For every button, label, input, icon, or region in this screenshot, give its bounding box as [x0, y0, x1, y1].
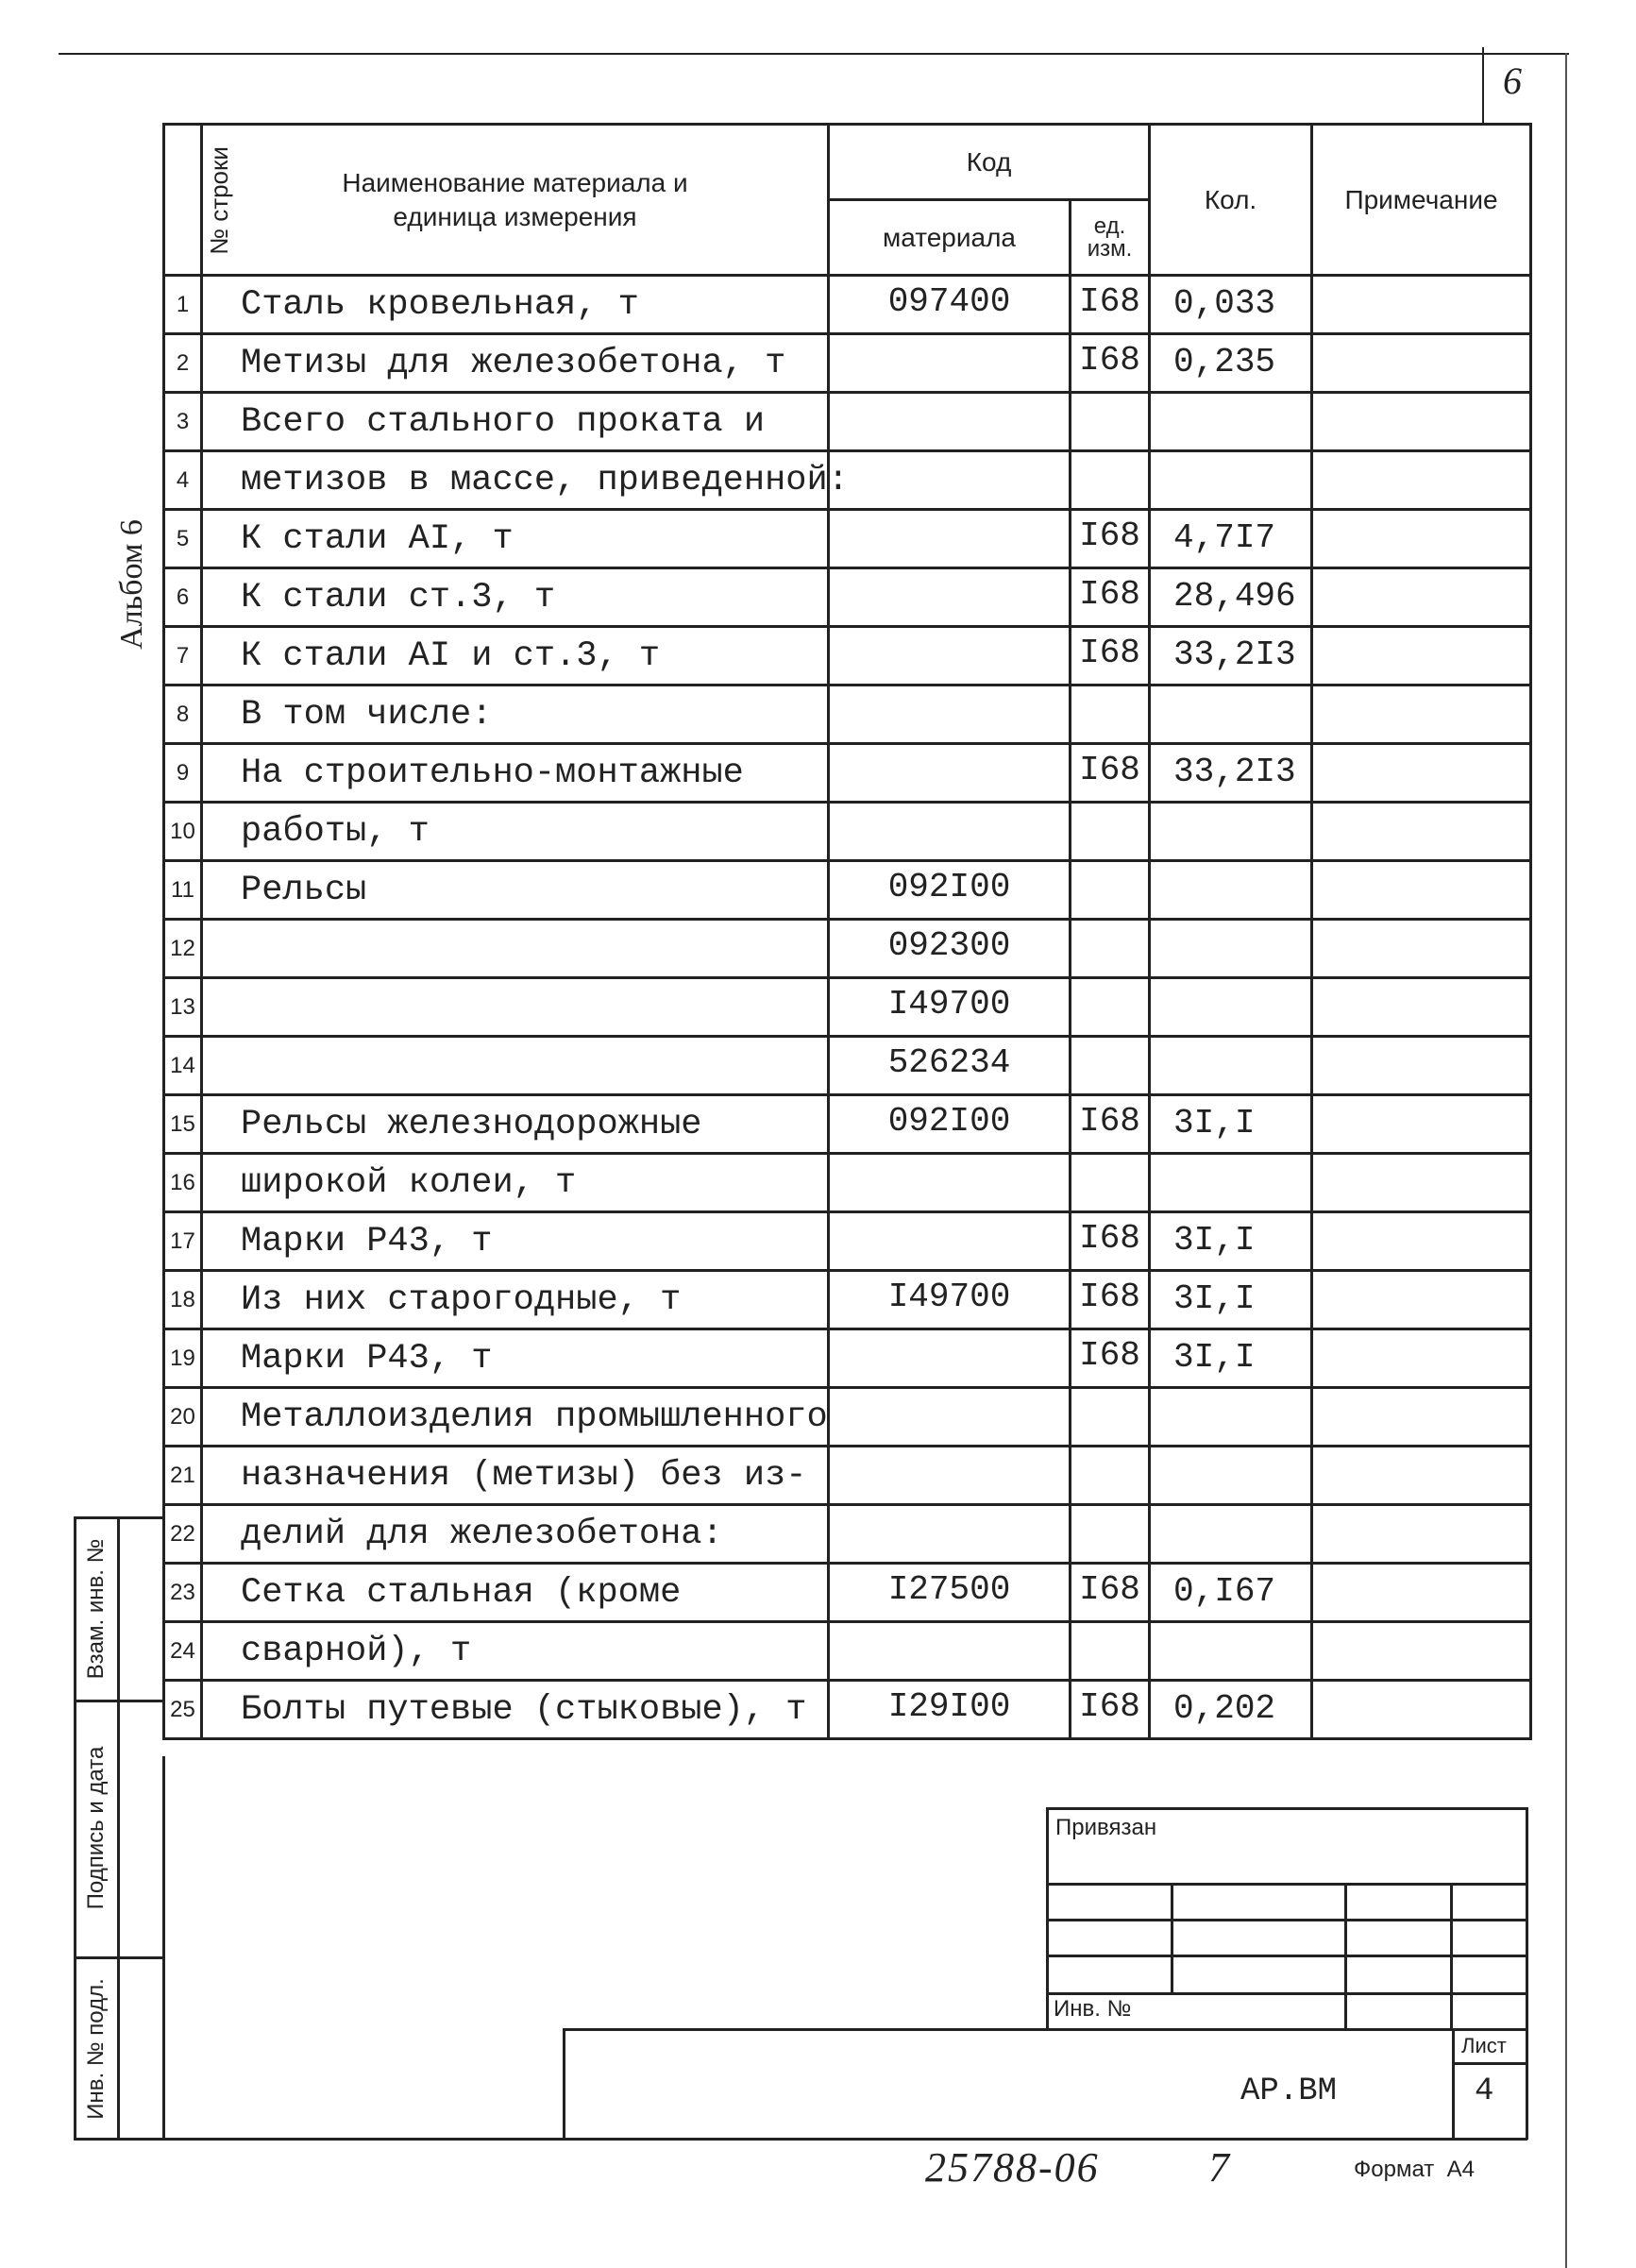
note [1312, 1037, 1531, 1095]
quantity [1150, 861, 1312, 920]
handwritten-number: 25788-06 [925, 2144, 1100, 2191]
note [1312, 1681, 1531, 1739]
stamp-line-4 [1046, 1992, 1527, 1995]
material-name [202, 920, 829, 978]
unit-code [1071, 1037, 1150, 1095]
table-row [164, 568, 1531, 627]
material-name: Сталь кровельная, т [202, 276, 829, 334]
row-number: 4 [164, 451, 202, 510]
quantity: 3I,I [1150, 1329, 1312, 1388]
note [1312, 920, 1531, 978]
row-number: 16 [164, 1154, 202, 1212]
quantity: 3I,I [1150, 1095, 1312, 1154]
note [1312, 803, 1531, 861]
row-number: 7 [164, 627, 202, 685]
header-name: Наименование материала и единица измерения [202, 125, 829, 276]
row-number: 13 [164, 978, 202, 1037]
material-code [829, 1388, 1071, 1447]
material-name: Метизы для железобетона, т [202, 334, 829, 393]
row-number: 10 [164, 803, 202, 861]
row-number: 6 [164, 568, 202, 627]
note [1312, 1447, 1531, 1505]
title-block-left [563, 2028, 565, 2140]
material-code: I29I00 [829, 1681, 1071, 1739]
note [1312, 334, 1531, 393]
unit-code: I68 [1071, 627, 1150, 685]
stamp-line-3 [1046, 1955, 1527, 1957]
stamp-col-3 [1450, 1883, 1453, 2030]
row-number: 17 [164, 1212, 202, 1271]
header-code: Код [829, 125, 1150, 200]
note [1312, 1212, 1531, 1271]
table-row [164, 393, 1531, 451]
page-number: 6 [1503, 59, 1522, 102]
row-number: 12 [164, 920, 202, 978]
album-label: Альбом 6 [114, 519, 149, 650]
material-name: На строительно-монтажные [202, 744, 829, 803]
row-number: 19 [164, 1329, 202, 1388]
note [1312, 393, 1531, 451]
material-code [829, 334, 1071, 393]
quantity [1150, 393, 1312, 451]
material-name: сварной), т [202, 1622, 829, 1681]
table-row [164, 920, 1531, 978]
unit-code: I68 [1071, 1329, 1150, 1388]
table-row [164, 1447, 1531, 1505]
quantity [1150, 1388, 1312, 1447]
note [1312, 1154, 1531, 1212]
unit-code: I68 [1071, 1212, 1150, 1271]
table-row [164, 1388, 1531, 1447]
right-frame-line [1565, 53, 1567, 2268]
row-number: 2 [164, 334, 202, 393]
table-row [164, 1622, 1531, 1681]
materials-table [162, 123, 1532, 1740]
row-number: 3 [164, 393, 202, 451]
table-row [164, 510, 1531, 568]
unit-code [1071, 1154, 1150, 1212]
material-code: I49700 [829, 978, 1071, 1037]
table-row [164, 1681, 1531, 1739]
note [1312, 1095, 1531, 1154]
unit-code: I68 [1071, 1681, 1150, 1739]
material-name: Марки Р43, т [202, 1212, 829, 1271]
handwritten-page: 7 [1208, 2144, 1229, 2191]
note [1312, 861, 1531, 920]
podpis-data-label: Подпись и дата [83, 1746, 109, 1910]
material-code [829, 627, 1071, 685]
unit-code: I68 [1071, 568, 1150, 627]
unit-code: I68 [1071, 276, 1150, 334]
header-qty: Кол. [1150, 125, 1312, 276]
row-number: 8 [164, 685, 202, 744]
row-number: 21 [164, 1447, 202, 1505]
material-name: Болты путевые (стыковые), т [202, 1681, 829, 1739]
note [1312, 744, 1531, 803]
material-name: В том числе: [202, 685, 829, 744]
material-code: I49700 [829, 1271, 1071, 1329]
note [1312, 276, 1531, 334]
unit-code: I68 [1071, 510, 1150, 568]
unit-code [1071, 451, 1150, 510]
material-code [829, 1154, 1071, 1212]
format-label: Формат А4 [1354, 2157, 1475, 2182]
material-name: Рельсы железнодорожные [202, 1095, 829, 1154]
row-number: 24 [164, 1622, 202, 1681]
material-name: Марки Р43, т [202, 1329, 829, 1388]
table-row [164, 1271, 1531, 1329]
material-code: 092I00 [829, 861, 1071, 920]
title-block-top [563, 2028, 1527, 2031]
unit-code [1071, 393, 1150, 451]
material-code [829, 744, 1071, 803]
material-name: широкой колеи, т [202, 1154, 829, 1212]
unit-code: I68 [1071, 1564, 1150, 1622]
row-number: 20 [164, 1388, 202, 1447]
material-name: Всего стального проката и [202, 393, 829, 451]
row-number: 11 [164, 861, 202, 920]
quantity: 28,496 [1150, 568, 1312, 627]
table-row [164, 1329, 1531, 1388]
quantity [1150, 1447, 1312, 1505]
note [1312, 1329, 1531, 1388]
quantity [1150, 920, 1312, 978]
unit-code [1071, 685, 1150, 744]
stamp-col-2 [1344, 1883, 1347, 2030]
note [1312, 978, 1531, 1037]
material-code [829, 1329, 1071, 1388]
quantity: 0,235 [1150, 334, 1312, 393]
note [1312, 1388, 1531, 1447]
quantity: 33,2I3 [1150, 627, 1312, 685]
quantity [1150, 1505, 1312, 1564]
list-number: 4 [1475, 2073, 1494, 2109]
note [1312, 1622, 1531, 1681]
material-code: I27500 [829, 1564, 1071, 1622]
material-code [829, 451, 1071, 510]
table-row [164, 744, 1531, 803]
row-number: 9 [164, 744, 202, 803]
material-name: Металлоизделия промышленного [202, 1388, 829, 1447]
top-frame-line [59, 53, 1569, 55]
table-row [164, 685, 1531, 744]
row-number: 23 [164, 1564, 202, 1622]
material-name [202, 1037, 829, 1095]
stamp-col-1 [1171, 1883, 1173, 1992]
row-number: 14 [164, 1037, 202, 1095]
row-number: 15 [164, 1095, 202, 1154]
row-number: 18 [164, 1271, 202, 1329]
inv-podl-label: Инв. № подл. [83, 1978, 109, 2120]
stamp-line-2 [1046, 1919, 1527, 1921]
row-number: 1 [164, 276, 202, 334]
margin-outer-line [74, 1516, 76, 2140]
quantity [1150, 451, 1312, 510]
material-name: метизов в массе, приведенной: [202, 451, 829, 510]
table-row [164, 803, 1531, 861]
row-number: 25 [164, 1681, 202, 1739]
margin-bottom-line [74, 2138, 1527, 2141]
material-name: К стали ст.3, т [202, 568, 829, 627]
material-code [829, 568, 1071, 627]
table-row [164, 1564, 1531, 1622]
table-row [164, 1154, 1531, 1212]
material-code [829, 1622, 1071, 1681]
material-name: Из них старогодные, т [202, 1271, 829, 1329]
material-name: Сетка стальная (кроме [202, 1564, 829, 1622]
table-row [164, 1037, 1531, 1095]
material-code [829, 1447, 1071, 1505]
quantity: 4,7I7 [1150, 510, 1312, 568]
unit-code: I68 [1071, 334, 1150, 393]
quantity [1150, 803, 1312, 861]
page-number-box-left [1482, 47, 1484, 123]
quantity: 0,033 [1150, 276, 1312, 334]
material-code [829, 1505, 1071, 1564]
note [1312, 1505, 1531, 1564]
material-code: 526234 [829, 1037, 1071, 1095]
table-row [164, 1095, 1531, 1154]
frame-left-line [162, 1756, 165, 2138]
material-code: 097400 [829, 276, 1071, 334]
unit-code [1071, 1622, 1150, 1681]
privyazan-label: Привязан [1055, 1815, 1157, 1840]
note [1312, 1564, 1531, 1622]
header-row-no: № строки [164, 125, 202, 276]
table-row [164, 1212, 1531, 1271]
material-code [829, 1212, 1071, 1271]
unit-code [1071, 920, 1150, 978]
quantity [1150, 1154, 1312, 1212]
material-name: К стали АI, т [202, 510, 829, 568]
note [1312, 510, 1531, 568]
material-code: 092300 [829, 920, 1071, 978]
unit-code [1071, 978, 1150, 1037]
material-name: работы, т [202, 803, 829, 861]
stamp-right [1526, 1807, 1528, 2140]
material-name: делий для железобетона: [202, 1505, 829, 1564]
material-code [829, 393, 1071, 451]
list-box-divider [1452, 2062, 1527, 2065]
document-code: АР.ВМ [1240, 2073, 1338, 2109]
unit-code: I68 [1071, 1271, 1150, 1329]
row-number: 5 [164, 510, 202, 568]
note [1312, 685, 1531, 744]
quantity [1150, 1622, 1312, 1681]
unit-code: I68 [1071, 1095, 1150, 1154]
material-code: 092I00 [829, 1095, 1071, 1154]
table-row [164, 861, 1531, 920]
quantity [1150, 685, 1312, 744]
quantity: 3I,I [1150, 1271, 1312, 1329]
material-code [829, 510, 1071, 568]
unit-code: I68 [1071, 744, 1150, 803]
unit-code [1071, 1447, 1150, 1505]
row-number: 22 [164, 1505, 202, 1564]
material-name [202, 978, 829, 1037]
table-row [164, 276, 1531, 334]
material-name: Рельсы [202, 861, 829, 920]
stamp-top [1046, 1807, 1527, 1810]
material-name: К стали АI и ст.3, т [202, 627, 829, 685]
margin-inner-line [117, 1516, 120, 2140]
table-row [164, 451, 1531, 510]
note [1312, 1271, 1531, 1329]
list-box-left [1452, 2028, 1455, 2140]
quantity: 33,2I3 [1150, 744, 1312, 803]
unit-code [1071, 1505, 1150, 1564]
table-row [164, 978, 1531, 1037]
unit-code [1071, 861, 1150, 920]
quantity: 0,I67 [1150, 1564, 1312, 1622]
quantity: 0,202 [1150, 1681, 1312, 1739]
table-row [164, 1505, 1531, 1564]
quantity [1150, 978, 1312, 1037]
header-code-material: материала [829, 200, 1071, 276]
unit-code [1071, 803, 1150, 861]
quantity [1150, 1037, 1312, 1095]
material-code [829, 685, 1071, 744]
header-note: Примечание [1312, 125, 1531, 276]
inv-no-label: Инв. № [1054, 1996, 1132, 2022]
table-row [164, 627, 1531, 685]
header-code-unit: ед. изм. [1071, 200, 1150, 276]
quantity: 3I,I [1150, 1212, 1312, 1271]
unit-code [1071, 1388, 1150, 1447]
note [1312, 568, 1531, 627]
note [1312, 627, 1531, 685]
material-code [829, 803, 1071, 861]
stamp-line-1 [1046, 1883, 1527, 1886]
vzam-inv-label: Взам. инв. № [83, 1538, 109, 1680]
material-name: назначения (метизы) без из- [202, 1447, 829, 1505]
note [1312, 451, 1531, 510]
table-row [164, 334, 1531, 393]
list-label: Лист [1461, 2034, 1507, 2057]
